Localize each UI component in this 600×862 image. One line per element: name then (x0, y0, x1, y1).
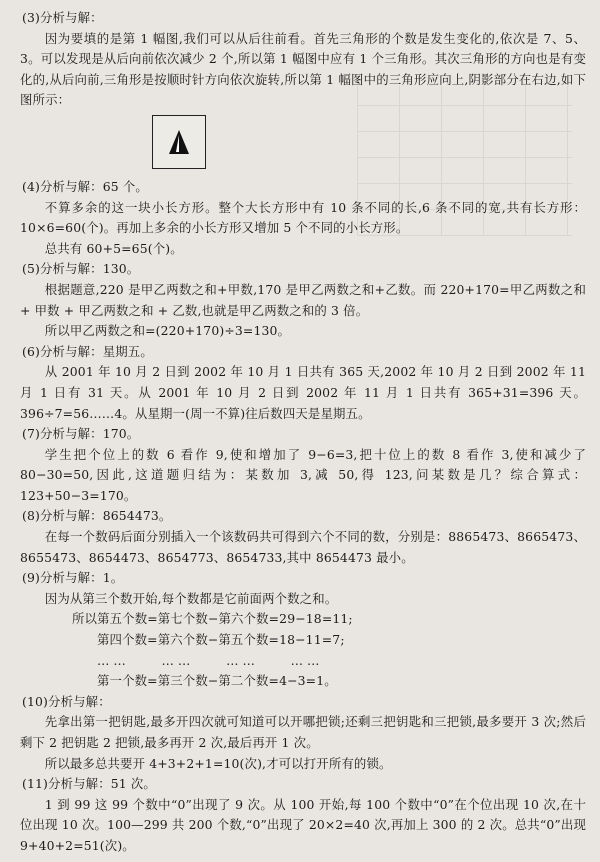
section-9-equation-3: 第一个数=第三个数−第二个数=4−3=1。 (97, 673, 337, 689)
section-5-paragraph-2: 所以甲乙两数之和=(220+170)÷3=130。 (44, 323, 291, 339)
section-10-heading: (10)分析与解： (22, 693, 111, 709)
section-10-paragraph-1: 先拿出第一把钥匙,最多开四次就可知道可以开哪把锁;还剩三把钥匙和三把锁,最多要开 3 次;然后剩下 2 把钥匙 2 把锁,最多再开 2 次,最后再开 1 次。 (20, 714, 586, 750)
section-9-equation-2: 第四个数=第六个数−第五个数=18−11=7; (97, 632, 345, 648)
section-5-heading: (5)分析与解：130。 (22, 261, 140, 277)
section-11-paragraph-1: 1 到 99 这 99 个数中“0”出现了 9 次。从 100 开始,每 100 个数中“0”在个位出现 10 次,在十位出现 10 次。100—299 共 200 个数,“0”出现了 20×2=40 次,再加上 300 的 2 次。总共“0”出现 9+40+2=51(次)。 (20, 796, 586, 853)
shaded-triangle-icon (167, 128, 191, 156)
section-8-heading: (8)分析与解：8654473。 (22, 508, 172, 524)
section-9-ellipsis-row: …… …… …… …… (97, 652, 324, 668)
section-4-heading: (4)分析与解：65 个。 (22, 178, 148, 194)
section-3-heading: (3)分析与解： (22, 10, 103, 25)
triangle-figure (152, 115, 586, 169)
section-6-heading: (6)分析与解：星期五。 (22, 343, 153, 359)
section-11-heading: (11)分析与解：51 次。 (22, 776, 156, 792)
section-9-paragraph-1: 因为从第三个数开始,每个数都是它前面两个数之和。 (44, 590, 338, 606)
section-9-heading: (9)分析与解：1。 (22, 570, 124, 586)
section-9-equation-1: 所以第五个数=第七个数−第六个数=29−18=11; (72, 611, 353, 627)
section-10-paragraph-2: 所以最多总共要开 4+3+2+1=10(次),才可以打开所有的锁。 (44, 755, 392, 771)
section-6-paragraph-1: 从 2001 年 10 月 2 日到 2002 年 10 月 1 日共有 365 天,2002 年 10 月 2 日到 2002 年 11 月 1 日有 31 天。从 2001 年 10 月 2 日到 2002 年 11 月 1 日共有 365+31=396 天。396÷7=56……4。从星期一(周一不算)往后数四天是星期五。 (20, 364, 586, 421)
section-5-paragraph-1: 根据题意,220 是甲乙两数之和+甲数,170 是甲乙两数之和+乙数。而 220+170=甲乙两数之和 + 甲数 + 甲乙两数之和 + 乙数,也就是甲乙两数之和的 3 倍。 (20, 281, 586, 318)
section-7-heading: (7)分析与解：170。 (22, 426, 140, 442)
section-8-paragraph-1: 在每一个数码后面分别插入一个该数码共可得到六个不同的数，分别是：8865473、8665473、8655473、8654473、8654773、8654733,其中 8654473 最小。 (20, 529, 586, 565)
section-7-paragraph-1: 学生把个位上的数 6 看作 9,使和增加了 9−6=3,把十位上的数 8 看作 3,使和减少了 80−30=50,因此,这道题归结为：某数加 3,减 50,得 123,问某数是几？综合算式：123+50−3=170。 (20, 446, 586, 503)
section-3-paragraph: 因为要填的是第 1 幅图,我们可以从后往前看。首先三角形的个数是发生变化的,依次是 7、5、3。可以发现是从后向前依次减少 2 个,所以第 1 幅图中应有 1 个三角形。其次三角形的方向也是有变化的,从后向前,三角形是按顺时针方向依次旋转,所以第 1 幅图中的三角形应向上,阴影部分在右边,如下图所示： (20, 30, 586, 108)
section-4-paragraph-2: 总共有 60+5=65(个)。 (44, 240, 183, 256)
section-4-paragraph-1: 不算多余的这一块小长方形。整个大长方形中有 10 条不同的长,6 条不同的宽,共有长方形：10×6=60(个)。再加上多余的小长方形又增加 5 个不同的小长方形。 (20, 199, 586, 236)
figure-frame (152, 115, 206, 169)
